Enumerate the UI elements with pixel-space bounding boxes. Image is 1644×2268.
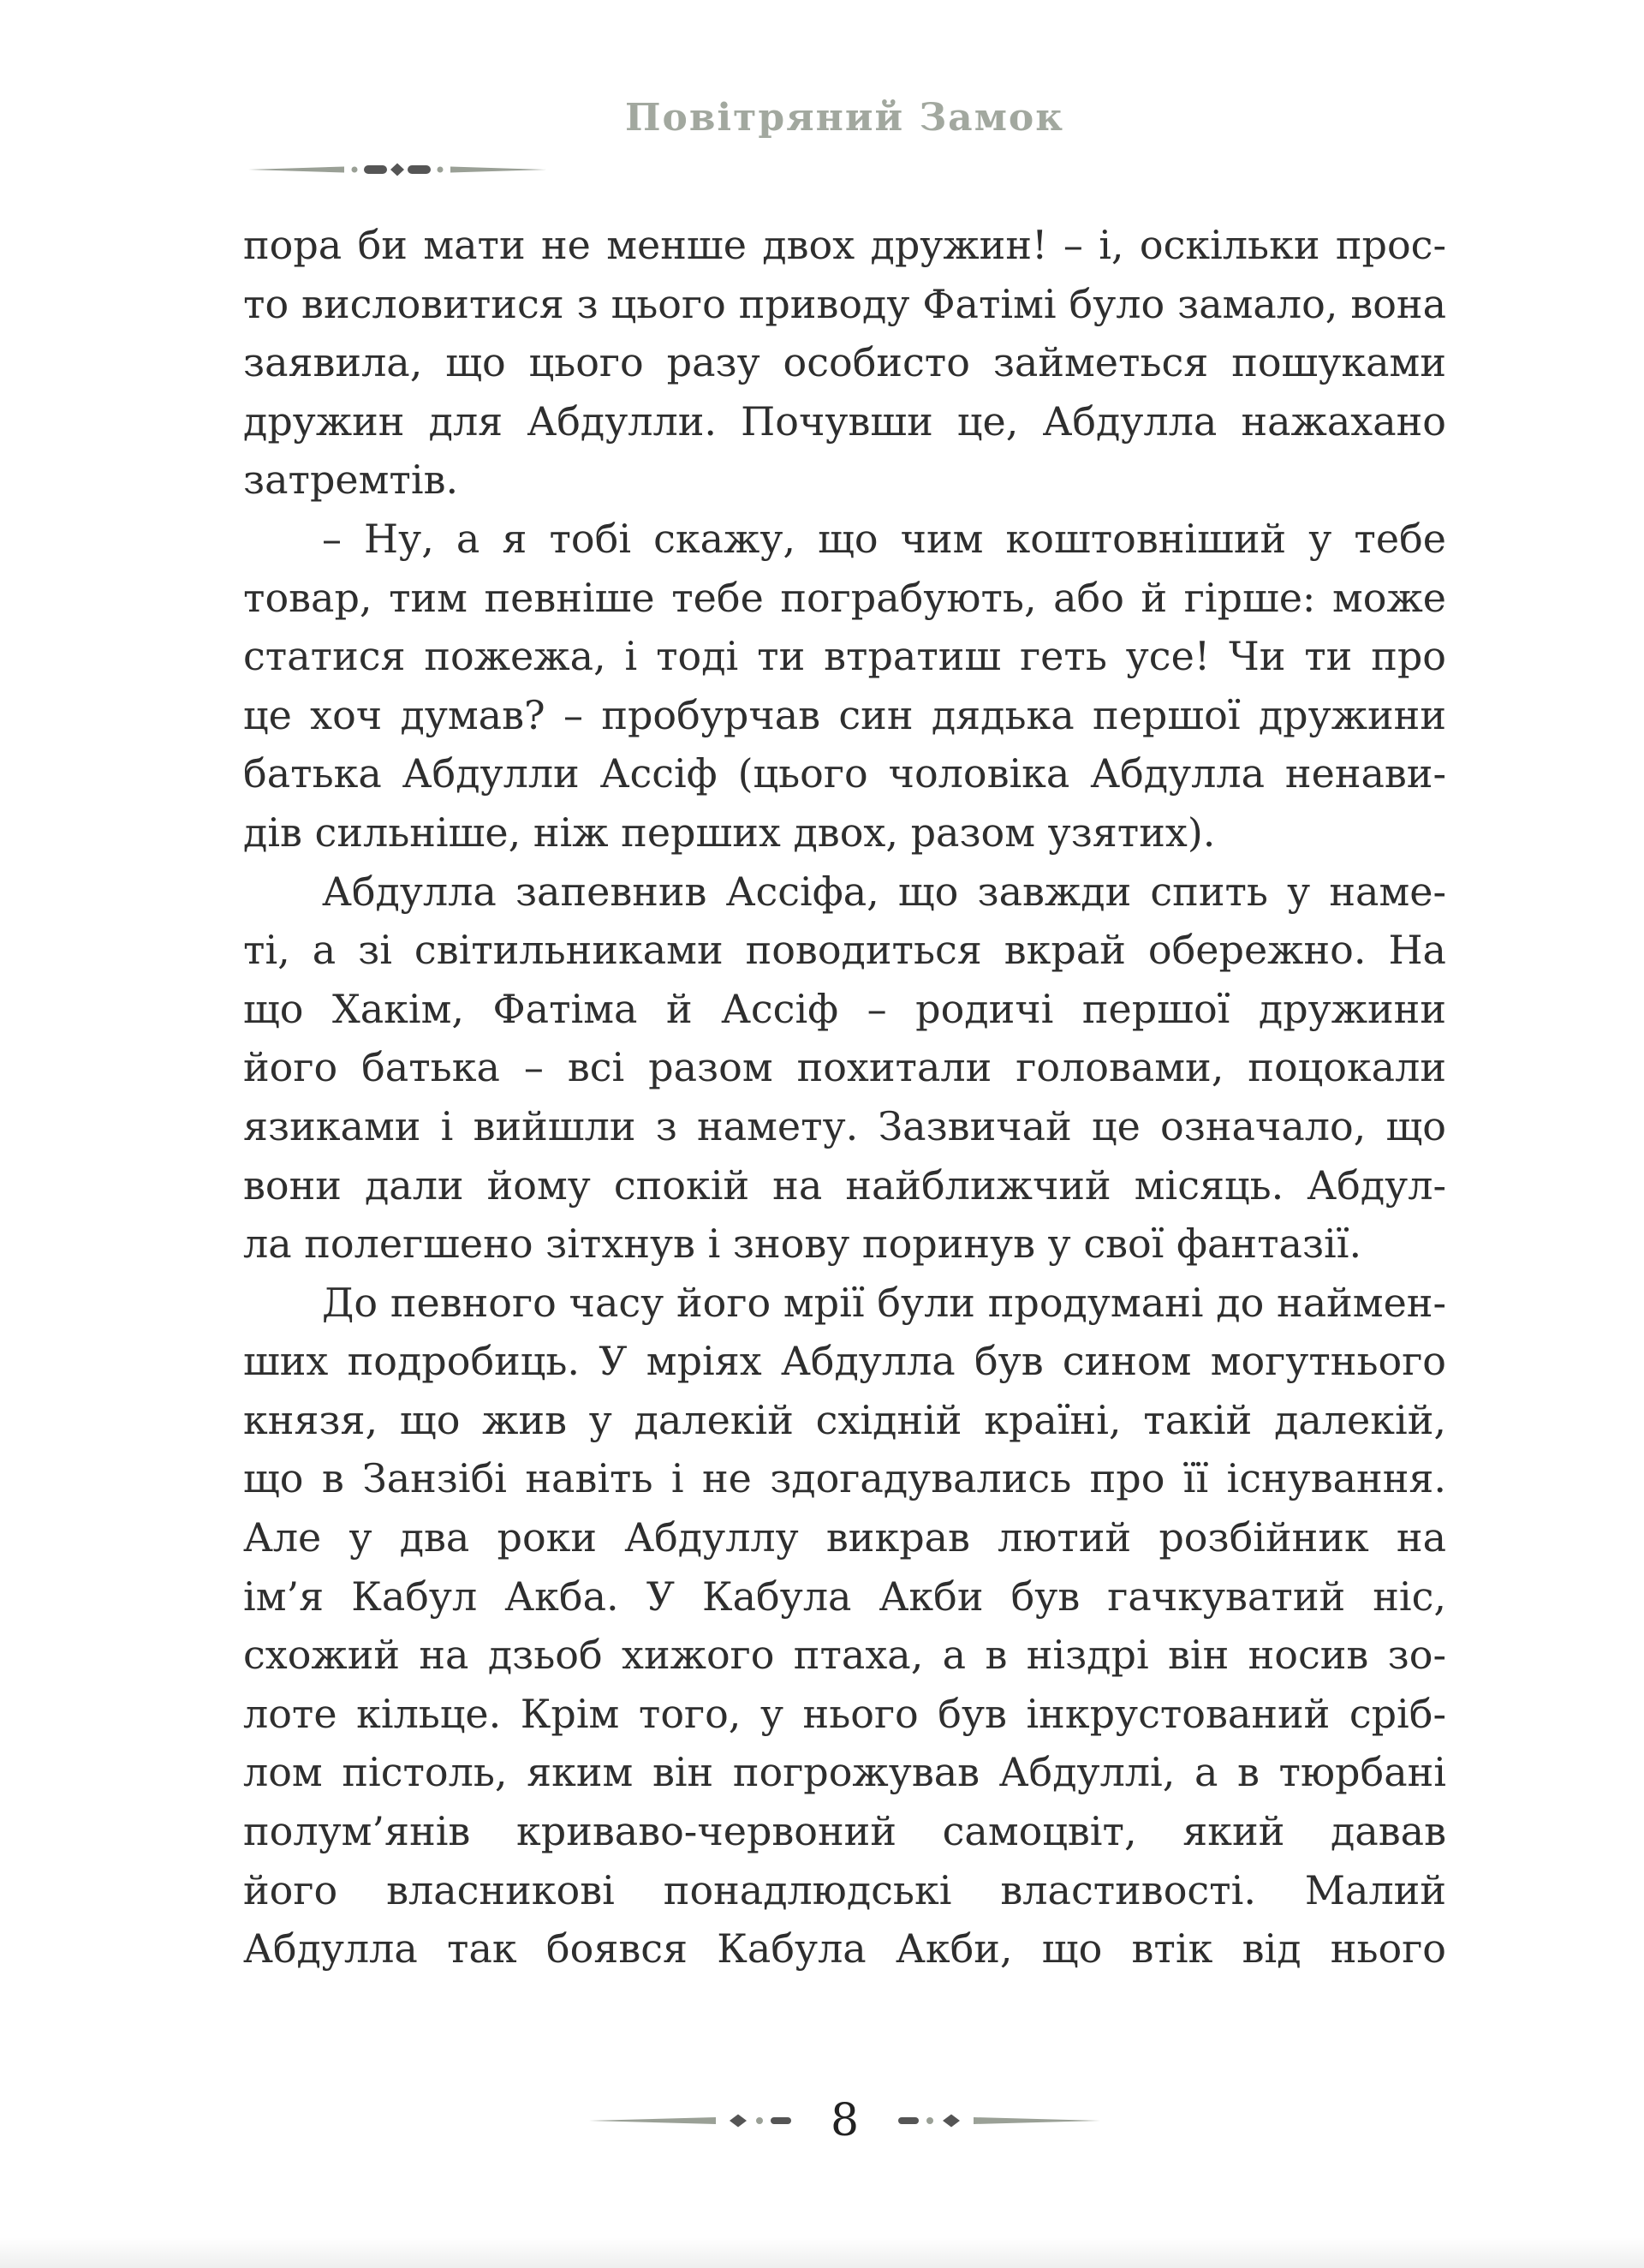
page-footer <box>243 2095 1446 2146</box>
page-body <box>243 216 1446 1979</box>
text-line: ла полегшено зітхнув і знову поринув у свої фантазії. <box>243 1221 1362 1268</box>
text-line: пора би мати не менше двох дружин! – і, оскільки прос- <box>243 222 1446 268</box>
text-line: його батька – всі разом похитали головами, поцокали <box>243 1044 1446 1091</box>
text-line: князя, що жив у далекій східній країні, такій далекій, <box>243 1396 1446 1443</box>
text-line: – Ну, а я тобі скажу, що чим коштовніший у тебе <box>322 515 1446 562</box>
text-line: ших подробиць. У мріях Абдулла був сином могутнього <box>243 1338 1446 1385</box>
text-line: лоте кільце. Крім того, у нього був інкрустований сріб- <box>243 1690 1446 1737</box>
text-line: лом пістоль, яким він погрожував Абдуллі, а в тюрбані <box>243 1749 1446 1796</box>
text-line: Абдулла так боявся Кабула Акби, що втік від нього <box>243 1925 1446 1973</box>
header-divider-ornament-icon <box>243 158 1446 181</box>
text-line: що Хакім, Фатіма й Ассіф – родичі першої дружини <box>243 985 1446 1032</box>
footer-right-flourish-icon <box>888 2110 1102 2132</box>
text-line: це хоч думав? – пробурчав син дядька першої дружини <box>243 691 1446 738</box>
page-header <box>243 96 1446 181</box>
text-line: схожий на дзьоб хижого птаха, а в ніздрі він носив зо- <box>243 1632 1446 1679</box>
text-line: батька Абдулли Ассіф (цього чоловіка Абдулла ненави- <box>243 750 1446 797</box>
text-line: затремтів. <box>243 457 459 504</box>
text-line: його власникові понадлюдські властивості. Малий <box>243 1866 1446 1913</box>
text-line: ім’я Кабул Акба. У Кабула Акби був гачкуватий ніс, <box>243 1573 1446 1620</box>
text-line: Абдулла запевнив Ассіфа, що завжди спить у наме- <box>322 868 1446 915</box>
chapter-running-title: Повітряний Замок <box>624 96 1065 140</box>
text-line: До певного часу його мрії були продумані до наймен- <box>322 1279 1446 1326</box>
text-line: язиками і вийшли з намету. Зазвичай це означало, що <box>243 1102 1446 1149</box>
page-number: 8 <box>830 2095 860 2146</box>
text-line: ті, а зі світильниками поводиться вкрай обережно. На <box>243 927 1446 974</box>
text-line: товар, тим певніше тебе пограбують, або й гірше: може <box>243 574 1446 621</box>
text-line: Але у два роки Абдуллу викрав лютий розбійник на <box>243 1514 1446 1561</box>
footer-left-flourish-icon <box>587 2110 801 2132</box>
text-line: статися пожежа, і тоді ти втратиш геть усе! Чи ти про <box>243 633 1446 680</box>
text-line: що в Занзібі навіть і не здогадувались про її існування. <box>243 1455 1446 1502</box>
text-line: то висловитися з цього приводу Фатімі було замало, вона <box>243 280 1446 327</box>
text-line: дів сильніше, ніж перших двох, разом узятих). <box>243 809 1216 856</box>
text-line: дружин для Абдулли. Почувши це, Абдулла нажахано <box>243 397 1446 445</box>
text-line: полум’янів криваво-червоний самоцвіт, який давав <box>243 1808 1446 1855</box>
text-line: вони дали йому спокій на найближчий місяць. Абдул- <box>243 1161 1446 1209</box>
text-line: заявила, що цього разу особисто займеться пошуками <box>243 339 1446 386</box>
